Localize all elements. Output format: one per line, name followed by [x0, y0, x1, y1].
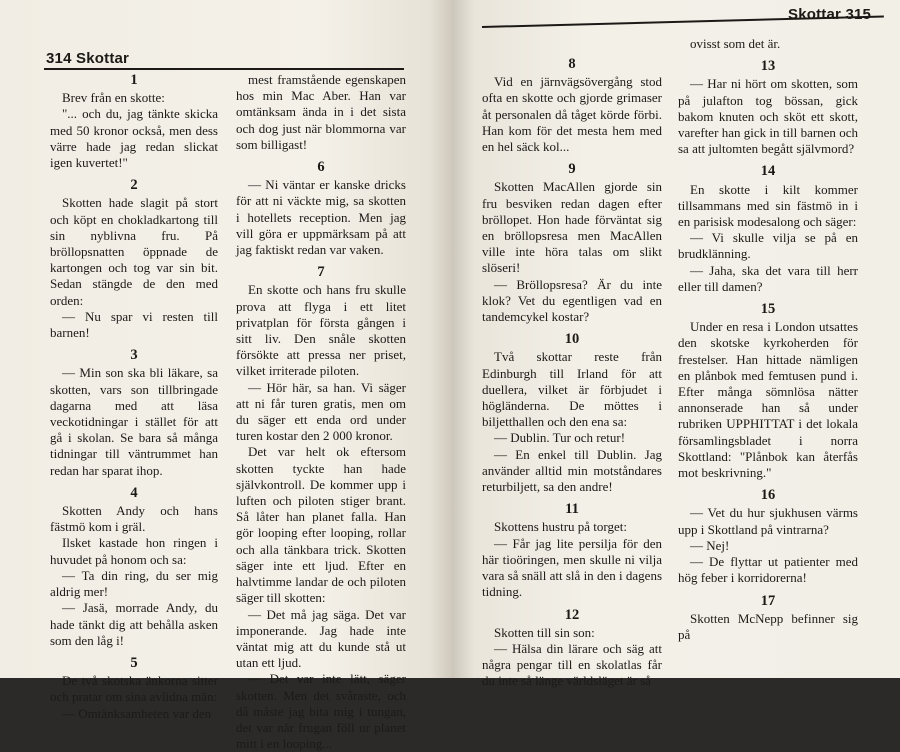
joke-number: 8 — [568, 56, 576, 72]
paragraph: — Vet du hur sjukhusen värms upp i Skottland på vintrarna? — [678, 505, 858, 537]
paragraph: — Ni väntar er kanske dricks för att ni väckte mig, sa skotten i hotellets reception. Men jag vill göra er uppmärksam på att jag faktiskt redan var vaken. — [236, 177, 406, 258]
joke-number: 9 — [568, 161, 576, 178]
left-running-title: Skottar — [76, 50, 130, 67]
paragraph: Skotten Andy och hans fästmö kom i gräl. — [50, 503, 218, 535]
paragraph: Vid en järnvägsövergång stod ofta en skotte och gjorde grimaser åt personalen då tåget körde förbi. Han kom för det mesta hem med en hel säck kol... — [482, 74, 662, 155]
paragraph: Skottens hustru på torget: — [494, 519, 628, 535]
paragraph: — Hälsa din lärare och säg att några pengar till en skolatlas får du inte så länge världsläget är så — [482, 640, 662, 689]
paragraph: — De flyttar ut patienter med hög feber i korridorerna! — [678, 554, 858, 586]
joke-number: 5 — [130, 654, 138, 671]
paragraph: — Det må jag säga. Det var imponerande. Jag hade inte väntat mig att du kunde stå ut utan ett ljud. — [236, 606, 406, 671]
paragraph: — Dublin. Tur och retur! — [494, 430, 626, 446]
paragraph: Skotten till sin son: — [494, 624, 595, 640]
paragraph: De två skotska änkorna sitter och pratar om sina avlidna män: — [50, 673, 218, 705]
joke-number: 2 — [130, 177, 138, 194]
left-header-rule — [44, 68, 404, 70]
joke-number: 3 — [130, 347, 138, 364]
left-column-2 — [236, 72, 406, 752]
right-column-2 — [678, 36, 858, 643]
joke-number: 7 — [317, 264, 325, 281]
paragraph: mest framstående egenskapen hos min Mac Aber. Han var omtänksam ända in i det sista och dog just när blommorna var som billigast! — [236, 72, 406, 152]
left-column-1 — [50, 72, 218, 722]
paragraph: Två skottar reste från Edinburgh till Irland för att duellera, vilket är förbjudet i högländerna. De möttes i biljetthallen och den ena sa: — [482, 349, 662, 430]
paragraph: — Nej! — [690, 537, 730, 553]
right-column-1 — [482, 56, 662, 690]
paragraph: Skotten hade slagit på stort och köpt en chokladkartong till sin nyblivna fru. På bröllopsnatten öppnade de kartongen och tog var sin bit. Sedan stängde de den med orden: — [50, 195, 218, 308]
joke-number: 11 — [565, 501, 579, 518]
paragraph: — Det var inte lätt, säger skotten. Men det svåraste, och då måste jag bita mig i tungan, det var när frugan föll ur planet mitt i en looping... — [236, 671, 406, 752]
paragraph: — Hör här, sa han. Vi säger att ni får turen gratis, men om du säger ett enda ord under turen kostar den 2 000 kronor. — [236, 379, 406, 444]
paragraph: En skotte i kilt kommer tillsammans med sin fästmö in i en parisisk modesalong och säger: — [678, 181, 858, 230]
paragraph: — Jasä, morrade Andy, du hade tänkt dig att behålla asken som den låg i! — [50, 600, 218, 648]
left-page-number: 314 — [46, 50, 72, 67]
joke-number: 12 — [564, 606, 580, 623]
paragraph: Brev från en skotte: — [62, 90, 165, 106]
joke-number: 14 — [760, 163, 776, 180]
paragraph: En skotte och hans fru skulle prova att flyga i ett litet privatplan för första gången i sitt liv. Den snåle skotten försökte att pressa ner priset, vilket irriterade piloten. — [236, 282, 406, 379]
paragraph: Skotten MacAllen gjorde sin fru besviken redan dagen efter bröllopet. Hon hade förväntat sig en bröllopsresa men MacAllen ville inte höra talas om slikt slöseri! — [482, 179, 662, 276]
paragraph: "... och du, jag tänkte skicka med 50 kronor också, men dess värre hade jag redan slickat igen kuvertet!" — [50, 106, 218, 171]
left-running-head — [46, 50, 129, 67]
paragraph: — Omtänksamheten var den — [62, 705, 212, 721]
joke-number: 1 — [130, 72, 138, 88]
paragraph: — Jaha, ska det vara till herr eller till damen? — [678, 262, 858, 294]
paragraph: — Vi skulle vilja se på en brudklänning. — [678, 230, 858, 262]
joke-number: 4 — [130, 484, 138, 501]
paragraph: Det var helt ok eftersom skotten tyckte han hade självkontroll. De kommer upp i luften och piloten stiger brant. Så låter han planet falla. Han gör looping efter looping, rollar och alla tänkbara trick. Skotten säger inte ett ljud. Efter en halvtimme landar de och piloten säger till skotten: — [236, 444, 406, 606]
right-page-number: 315 — [845, 6, 872, 23]
paragraph: — Bröllopsresa? Är du inte klok? Vet du egentligen vad en tandemcykel kostar? — [482, 276, 662, 325]
paragraph: ovisst som det är. — [690, 36, 781, 51]
joke-number: 17 — [760, 592, 776, 609]
paragraph: — Har ni hört om skotten, som på julafton tog bössan, gick bakom knuten och sköt ett skott, varefter han gick in till barnen och sa att jultomten begått självmord? — [678, 76, 858, 157]
paragraph: — Får jag lite persilja för den här tioöringen, men skulle ni vilja vara så snäll att slå in den i dagens tidning. — [482, 535, 662, 600]
joke-number: 10 — [564, 331, 580, 348]
right-running-title: Skottar — [788, 6, 842, 23]
paragraph: Skotten McNepp befinner sig på — [678, 610, 858, 642]
right-running-head — [788, 6, 871, 23]
joke-number: 15 — [760, 301, 776, 318]
joke-number: 6 — [317, 159, 325, 176]
paragraph: — Ta din ring, du ser mig aldrig mer! — [50, 567, 218, 600]
right-page — [452, 0, 900, 689]
joke-number: 16 — [760, 487, 776, 504]
paragraph: Under en resa i London utsattes den skotske kyrkoherden för frestelser. Han hittade nämligen en plånbok med femtusen pund i. Efter många sömnlösa nätter annonserade han så under rubriken UPPHITTAT i det lokala församlingsbladet i norra Skottland: "Plånbok kan återfås mot beskrivning." — [678, 319, 858, 481]
joke-number: 13 — [760, 58, 776, 75]
paragraph: Ilsket kastade hon ringen i huvudet på honom och sa: — [50, 535, 218, 567]
paragraph: — En enkel till Dublin. Jag använder alltid min motståndares returbiljett, sa den andre! — [482, 446, 662, 495]
paragraph: — Min son ska bli läkare, sa skotten, vars son tillbringade dagarna med att läsa veckotidningar i stället för att gå i skolan. Se bara så många tidningar till väntrummet han redan har sparat ihop. — [50, 365, 218, 478]
paragraph: — Nu spar vi resten till barnen! — [50, 308, 218, 341]
